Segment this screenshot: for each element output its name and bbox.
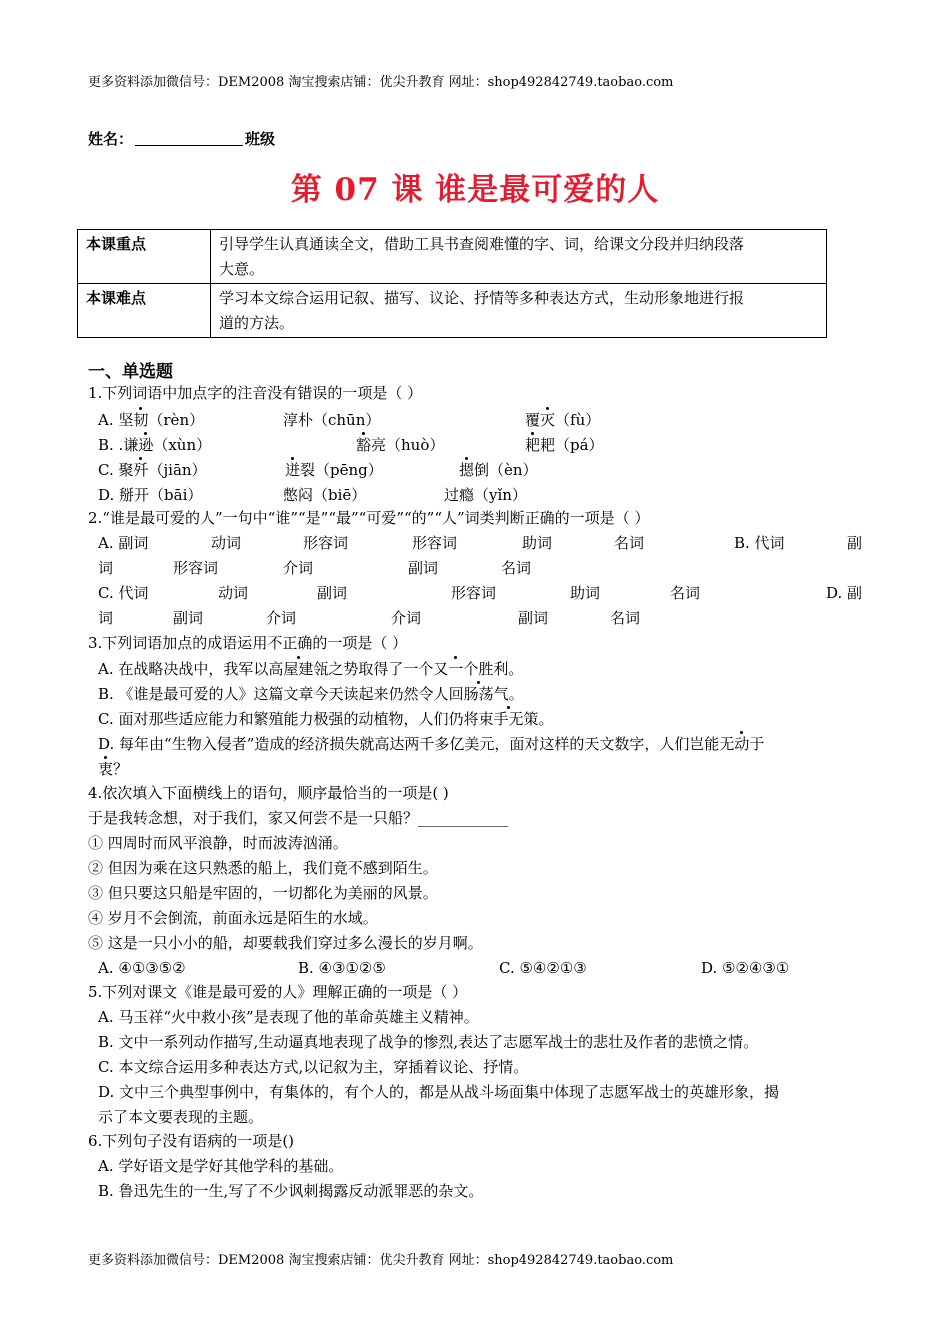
word: 副词 [518,609,549,627]
word: 形容词 [412,534,458,552]
dotted-char: 豁 [356,436,372,454]
q5-option-a[interactable]: A. 马玉祥“火中救小孩”是表现了他的革命英雄主义精神。 [98,1008,479,1026]
difficulty-content [211,284,827,338]
q1-option-b-word2 [356,435,444,455]
question-2-stem: 2.“谁是最可爱的人”一句中“谁”“是”“最”“可爱”“的”“人”词类判断正确的一项是（ ） [88,509,650,527]
question-6-stem: 6.下列句子没有语病的一项是() [88,1132,295,1150]
q1-option-c-word2 [285,460,383,480]
q1-option-d-word3: 过瘾（yǐn） [444,486,527,504]
text: ？ [113,760,129,778]
text: 。 [538,710,554,728]
text: 胜利。 [478,660,524,678]
word: 动词 [218,584,249,602]
word: 词 [98,609,114,627]
word: 形容词 [303,534,349,552]
q6-option-a[interactable]: A. 学好语文是学好其他学科的基础。 [98,1157,344,1175]
q1-option-c[interactable] [98,460,207,480]
text: （rèn） [148,411,205,429]
q3-option-c[interactable] [98,709,554,729]
text: 耙（pá） [540,436,604,454]
q1-option-c-word3 [459,460,538,480]
table-row [78,230,827,284]
page-footer: 更多资料添加微信号：DEM2008 淘宝搜索店铺：优尖升教育 网址：shop492842749.taobao.com [88,1253,674,1268]
q1-option-a-word2: 淳朴（chūn） [283,411,381,429]
word: 助词 [570,584,601,602]
q2-option-a[interactable]: A. 副词 [98,534,149,552]
q4-option-b[interactable]: B. ④③①②⑤ [298,959,386,977]
key-content-line: 引导学生认真通读全文，借助工具书查阅难懂的字、词，给课文分段并归纳段落 [219,235,745,253]
key-content-line: 道的方法。 [219,314,295,332]
q3-option-a[interactable] [98,659,523,679]
q5-option-d[interactable]: D. 文中三个典型事例中，有集体的，有个人的，都是从战斗场面集中体现了志愿军战士的英雄形象，揭 [98,1083,780,1101]
text: 覆 [525,411,541,429]
word: 介词 [391,609,422,627]
key-content-line: 大意。 [219,260,265,278]
section-heading: 一、单选题 [88,362,173,382]
word: 副 [847,534,863,552]
q3-option-d[interactable] [98,734,764,754]
q4-item: ④ 岁月不会倒流，前面永远是陌生的水域。 [88,909,378,927]
dotted-char: 迸 [285,461,301,479]
dotted-char: 韧 [133,411,149,429]
dotted-char: 歼 [133,461,149,479]
word: 介词 [283,559,314,577]
q5-option-c[interactable]: C. 本文综合运用多种表达方式,以记叙为主，穿插着议论、抒情。 [98,1058,529,1076]
q4-option-c[interactable]: C. ⑤④②①③ [499,959,587,977]
question-5-stem: 5.下列对课文《谁是最可爱的人》理解正确的一项是（ ） [88,983,468,1001]
word: 动词 [211,534,242,552]
q1-option-d-word2: 憋闷（biē） [283,486,367,504]
q2-option-c[interactable]: C. 代词 [98,584,149,602]
name-class-line [88,128,275,149]
text: D. 每年由“生物入侵者”造成的经济损失就高达两千多亿美元，面对这样的天文数字，人们岂能 [98,735,720,753]
word: 名词 [614,534,645,552]
word: 词 [98,559,114,577]
text: 裂（pēng） [300,461,383,479]
key-points-table [77,229,827,338]
name-blank[interactable] [135,131,243,146]
q1-option-b-word3 [525,435,604,455]
dotted-char: 逊 [138,436,154,454]
dotted-char: 耙 [525,436,541,454]
text: C. 面对那些适应能力和繁殖能力极强的动植物，人们仍将 [98,710,479,728]
text: 。 [508,685,524,703]
key-content-line: 学习本文综合运用记叙、描写、议论、抒情等多种表达方式，生动形象地进行报 [219,289,745,307]
dotted-idiom: 无动于 [719,735,765,753]
key-content [211,230,827,284]
class-label: 班级 [245,130,276,148]
word: 介词 [266,609,297,627]
word: 形容词 [451,584,497,602]
q1-option-b[interactable] [98,435,211,455]
q2-option-d[interactable]: D. 副 [826,584,863,602]
page-title: 第 07 课 谁是最可爱的人 [290,172,660,208]
word: 名词 [670,584,701,602]
difficulty-label: 本课难点 [78,284,211,338]
dotted-idiom: 高屋建瓴 [268,660,329,678]
question-4-stem: 4.依次填入下面横线上的语句，顺序最恰当的一项是( ) [88,784,449,802]
name-label: 姓名： [88,130,134,148]
word: 助词 [522,534,553,552]
text: B. .谦 [98,436,139,454]
word: 副词 [173,609,204,627]
word: 形容词 [173,559,219,577]
text: A. 在战略决战中，我军以 [98,660,269,678]
q3-option-d-cont [98,759,128,779]
q1-option-d[interactable]: D. 掰开（bāi） [98,486,203,504]
q4-option-d[interactable]: D. ⑤②④③① [701,959,790,977]
q3-option-b[interactable] [98,684,524,704]
q6-option-b[interactable]: B. 鲁迅先生的一生,写了不少讽刺揭露反动派罪恶的杂文。 [98,1182,484,1200]
q4-option-a[interactable]: A. ④①③⑤② [98,959,186,977]
dotted-char: 灭 [540,411,556,429]
dotted-idiom: 又一个 [433,660,479,678]
q4-item: ① 四周时而风平浪静，时而波涛汹涌。 [88,834,348,852]
text: （xùn） [153,436,212,454]
text: 之势取得了一个 [328,660,434,678]
text: C. 聚 [98,461,134,479]
question-1-stem: 1.下列词语中加点字的注音没有错误的一项是（ ） [88,384,423,402]
text: B. 《谁是最可爱的人》这篇文章今天读起来仍然令人 [98,685,449,703]
page-header: 更多资料添加微信号：DEM2008 淘宝搜索店铺：优尖升教育 网址：shop492842749.taobao.com [88,75,674,90]
key-label: 本课重点 [78,230,211,284]
table-row [78,284,827,338]
word: 名词 [610,609,641,627]
text: 亮（huò） [371,436,445,454]
text: A. 坚 [98,411,134,429]
q4-lead: 于是我转念想，对于我们，家又何尝不是一只船？____________ [88,809,509,827]
dotted-idiom: 回肠荡气 [448,685,509,703]
q1-option-a-word3 [525,410,600,430]
word: 名词 [501,559,532,577]
dotted-idiom: 衷 [98,760,114,778]
q5-option-b[interactable]: B. 文中一系列动作描写,生动逼真地表现了战争的惨烈,表达了志愿军战士的悲壮及作者的悲愤之情。 [98,1033,759,1051]
dotted-char: 摁 [459,461,475,479]
text: （jiān） [148,461,207,479]
q1-option-a[interactable] [98,410,204,430]
word: 副词 [317,584,348,602]
question-3-stem: 3.下列词语加点的成语运用不正确的一项是（ ） [88,634,408,652]
dotted-idiom: 束手无策 [478,710,539,728]
q4-item: ③ 但只要这只船是牢固的，一切都化为美丽的风景。 [88,884,438,902]
q5-option-d-cont: 示了本文要表现的主题。 [98,1108,264,1126]
text: （fù） [555,411,601,429]
q4-item: ② 但因为乘在这只熟悉的船上，我们竟不感到陌生。 [88,859,438,877]
text: 倒（èn） [474,461,538,479]
q2-option-b[interactable]: B. 代词 [734,534,785,552]
word: 副词 [408,559,439,577]
q4-item: ⑤ 这是一只小小的船，却要载我们穿过多么漫长的岁月啊。 [88,934,483,952]
